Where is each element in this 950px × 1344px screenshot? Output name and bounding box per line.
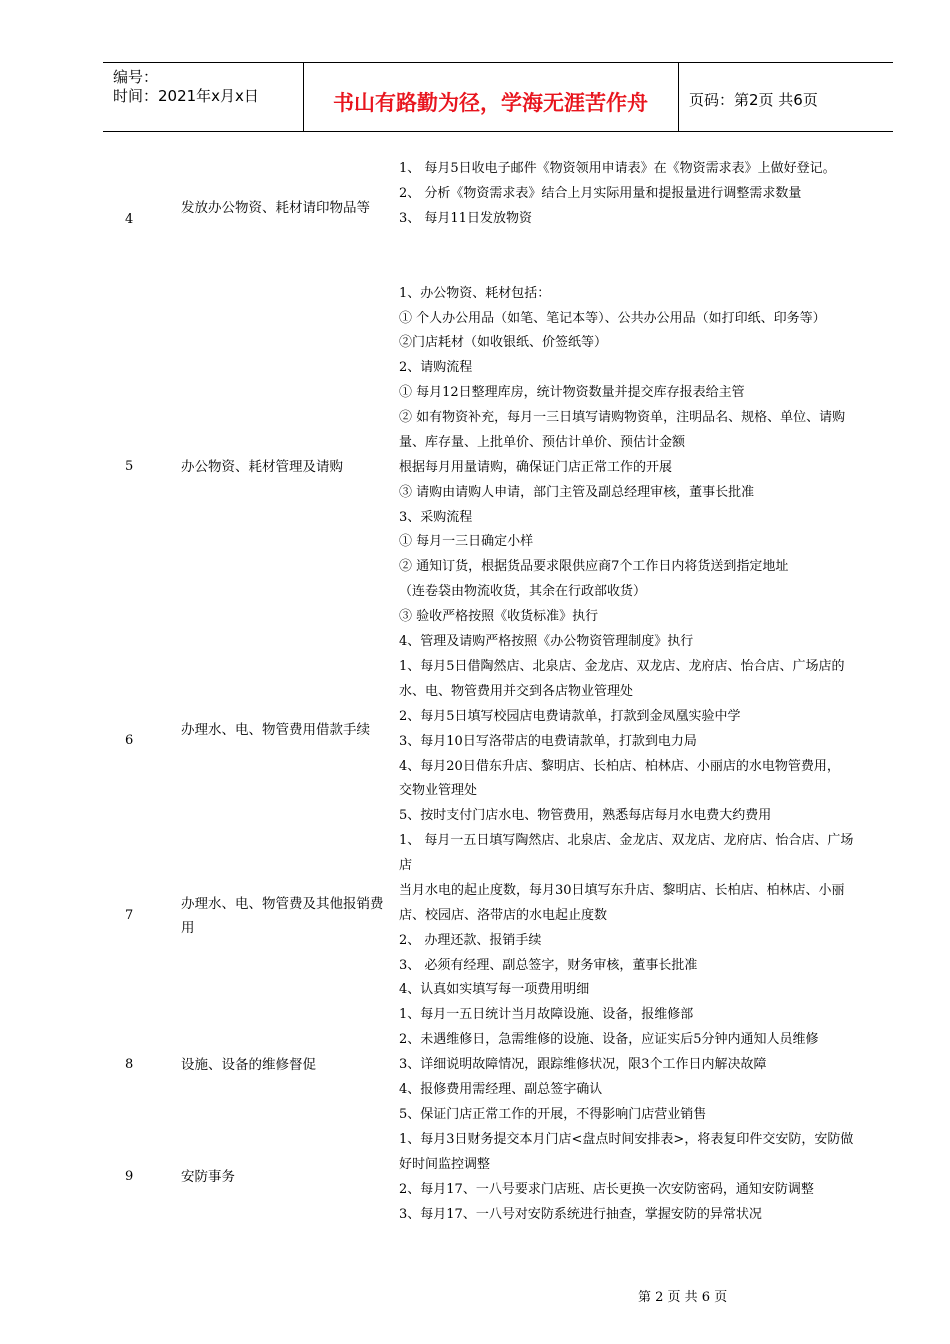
row-detail-line: ②门店耗材（如收银纸、价签纸等） <box>399 335 608 350</box>
row-detail-line: 3、每月17、一八号对安防系统进行抽查，掌握安防的异常状况 <box>399 1207 762 1222</box>
row-detail-line: ② 通知订货，根据货品要求限供应商7个工作日内将货送到指定地址 <box>399 559 789 574</box>
row-detail-line: 水、电、物管费用并交到各店物业管理处 <box>399 684 634 699</box>
row-detail-line: 3、采购流程 <box>399 510 473 525</box>
row-detail-line: 量、库存量、上批单价、预估计单价、预估计金额 <box>399 435 686 450</box>
row-detail-line: 4、认真如实填写每一项费用明细 <box>399 982 590 997</box>
row-item-title: 安防事务 <box>181 1169 235 1185</box>
row-detail-line: 3、 每月11日发放物资 <box>399 211 532 226</box>
row-detail-line: 1、办公物资、耗材包括： <box>399 286 551 301</box>
header-motto-cell <box>303 63 679 131</box>
row-detail-line: 2、 分析《物资需求表》结合上月实际用量和提报量进行调整需求数量 <box>399 186 802 201</box>
document-number-label: 编号： <box>113 68 159 86</box>
row-detail-line: 2、未遇维修日，急需维修的设施、设备，应证实后5分钟内通知人员维修 <box>399 1032 819 1047</box>
row-detail-line: 4、每月20日借东升店、黎明店、长柏店、柏林店、小丽店的水电物管费用， <box>399 759 840 774</box>
row-number: 9 <box>125 1169 134 1184</box>
row-detail-line: 1、每月3日财务提交本月门店<盘点时间安排表>，将表复印件交安防，安防做 <box>399 1132 854 1147</box>
row-detail-line: 店 <box>399 858 413 873</box>
row-item-title: 办理水、电、物管费及其他报销费用 <box>181 896 384 936</box>
row-detail-line: ① 个人办公用品（如笔、笔记本等）、公共办公用品（如打印纸、印务等） <box>399 311 826 326</box>
row-detail-line: ③ 验收严格按照《收货标准》执行 <box>399 609 599 624</box>
row-detail-line: （连卷袋由物流收货，其余在行政部收货） <box>399 584 647 599</box>
document-time-label: 时间：2021年x月x日 <box>113 87 259 105</box>
row-item-title: 设施、设备的维修督促 <box>181 1057 316 1073</box>
row-detail-line: 3、 必须有经理、副总签字，财务审核，董事长批准 <box>399 958 698 973</box>
row-detail-line: 2、请购流程 <box>399 360 473 375</box>
row-number: 8 <box>125 1057 134 1072</box>
page-footer: 第 2 页 共 6 页 <box>638 1290 728 1305</box>
row-detail-line: 好时间监控调整 <box>399 1157 491 1172</box>
row-detail-line: ① 每月12日整理库房，统计物资数量并提交库存报表给主管 <box>399 385 745 400</box>
header-meta-cell <box>103 63 304 131</box>
row-detail-line: 3、详细说明故障情况，跟踪维修状况，限3个工作日内解决故障 <box>399 1057 767 1072</box>
row-detail-line: 4、报修费用需经理、副总签字确认 <box>399 1082 603 1097</box>
row-item-title: 办理水、电、物管费用借款手续 <box>181 722 370 738</box>
row-detail-line: 店、校园店、洛带店的水电起止度数 <box>399 908 608 923</box>
row-detail-line: 2、每月5日填写校园店电费请款单，打款到金凤凰实验中学 <box>399 709 741 724</box>
row-item-title: 发放办公物资、耗材请印物品等 <box>181 200 370 216</box>
page-header <box>103 62 893 132</box>
row-detail-line: ② 如有物资补充，每月一三日填写请购物资单，注明品名、规格、单位、请购 <box>399 410 846 425</box>
row-detail-line: 1、 每月一五日填写陶然店、北泉店、金龙店、双龙店、龙府店、怡合店、广场 <box>399 833 854 848</box>
header-page-cell <box>679 63 893 131</box>
row-detail-line: 1、 每月5日收电子邮件《物资领用申请表》在《物资需求表》上做好登记。 <box>399 161 836 176</box>
row-detail-line: 5、按时支付门店水电、物管费用，熟悉每店每月水电费大约费用 <box>399 808 772 823</box>
row-number: 5 <box>125 459 134 474</box>
row-detail-line: 1、每月5日借陶然店、北泉店、金龙店、双龙店、龙府店、怡合店、广场店的 <box>399 659 845 674</box>
header-motto: 书山有路勤为径，学海无涯苦作舟 <box>333 91 648 115</box>
row-detail-line: 根据每月用量请购，确保证门店正常工作的开展 <box>399 460 673 475</box>
row-number: 7 <box>125 908 134 923</box>
row-detail-line: 1、每月一五日统计当月故障设施、设备，报维修部 <box>399 1007 694 1022</box>
header-page-number: 页码：第2页 共6页 <box>689 91 818 109</box>
row-detail-line: 2、 办理还款、报销手续 <box>399 933 542 948</box>
row-number: 4 <box>125 212 134 227</box>
row-detail-line: 5、保证门店正常工作的开展，不得影响门店营业销售 <box>399 1107 707 1122</box>
row-detail-line: 3、每月10日写洛带店的电费请款单，打款到电力局 <box>399 734 697 749</box>
row-item-title: 办公物资、耗材管理及请购 <box>181 459 343 475</box>
row-detail-line: 2、每月17、一八号要求门店班、店长更换一次安防密码，通知安防调整 <box>399 1182 814 1197</box>
row-detail-line: ③ 请购由请购人申请，部门主管及副总经理审核，董事长批准 <box>399 485 755 500</box>
row-detail-line: 当月水电的起止度数，每月30日填写东升店、黎明店、长柏店、柏林店、小丽 <box>399 883 845 898</box>
row-detail-line: 4、管理及请购严格按照《办公物资管理制度》执行 <box>399 634 694 649</box>
row-detail-line: 交物业管理处 <box>399 783 478 798</box>
row-number: 6 <box>125 733 134 748</box>
row-detail-line: ① 每月一三日确定小样 <box>399 534 534 549</box>
